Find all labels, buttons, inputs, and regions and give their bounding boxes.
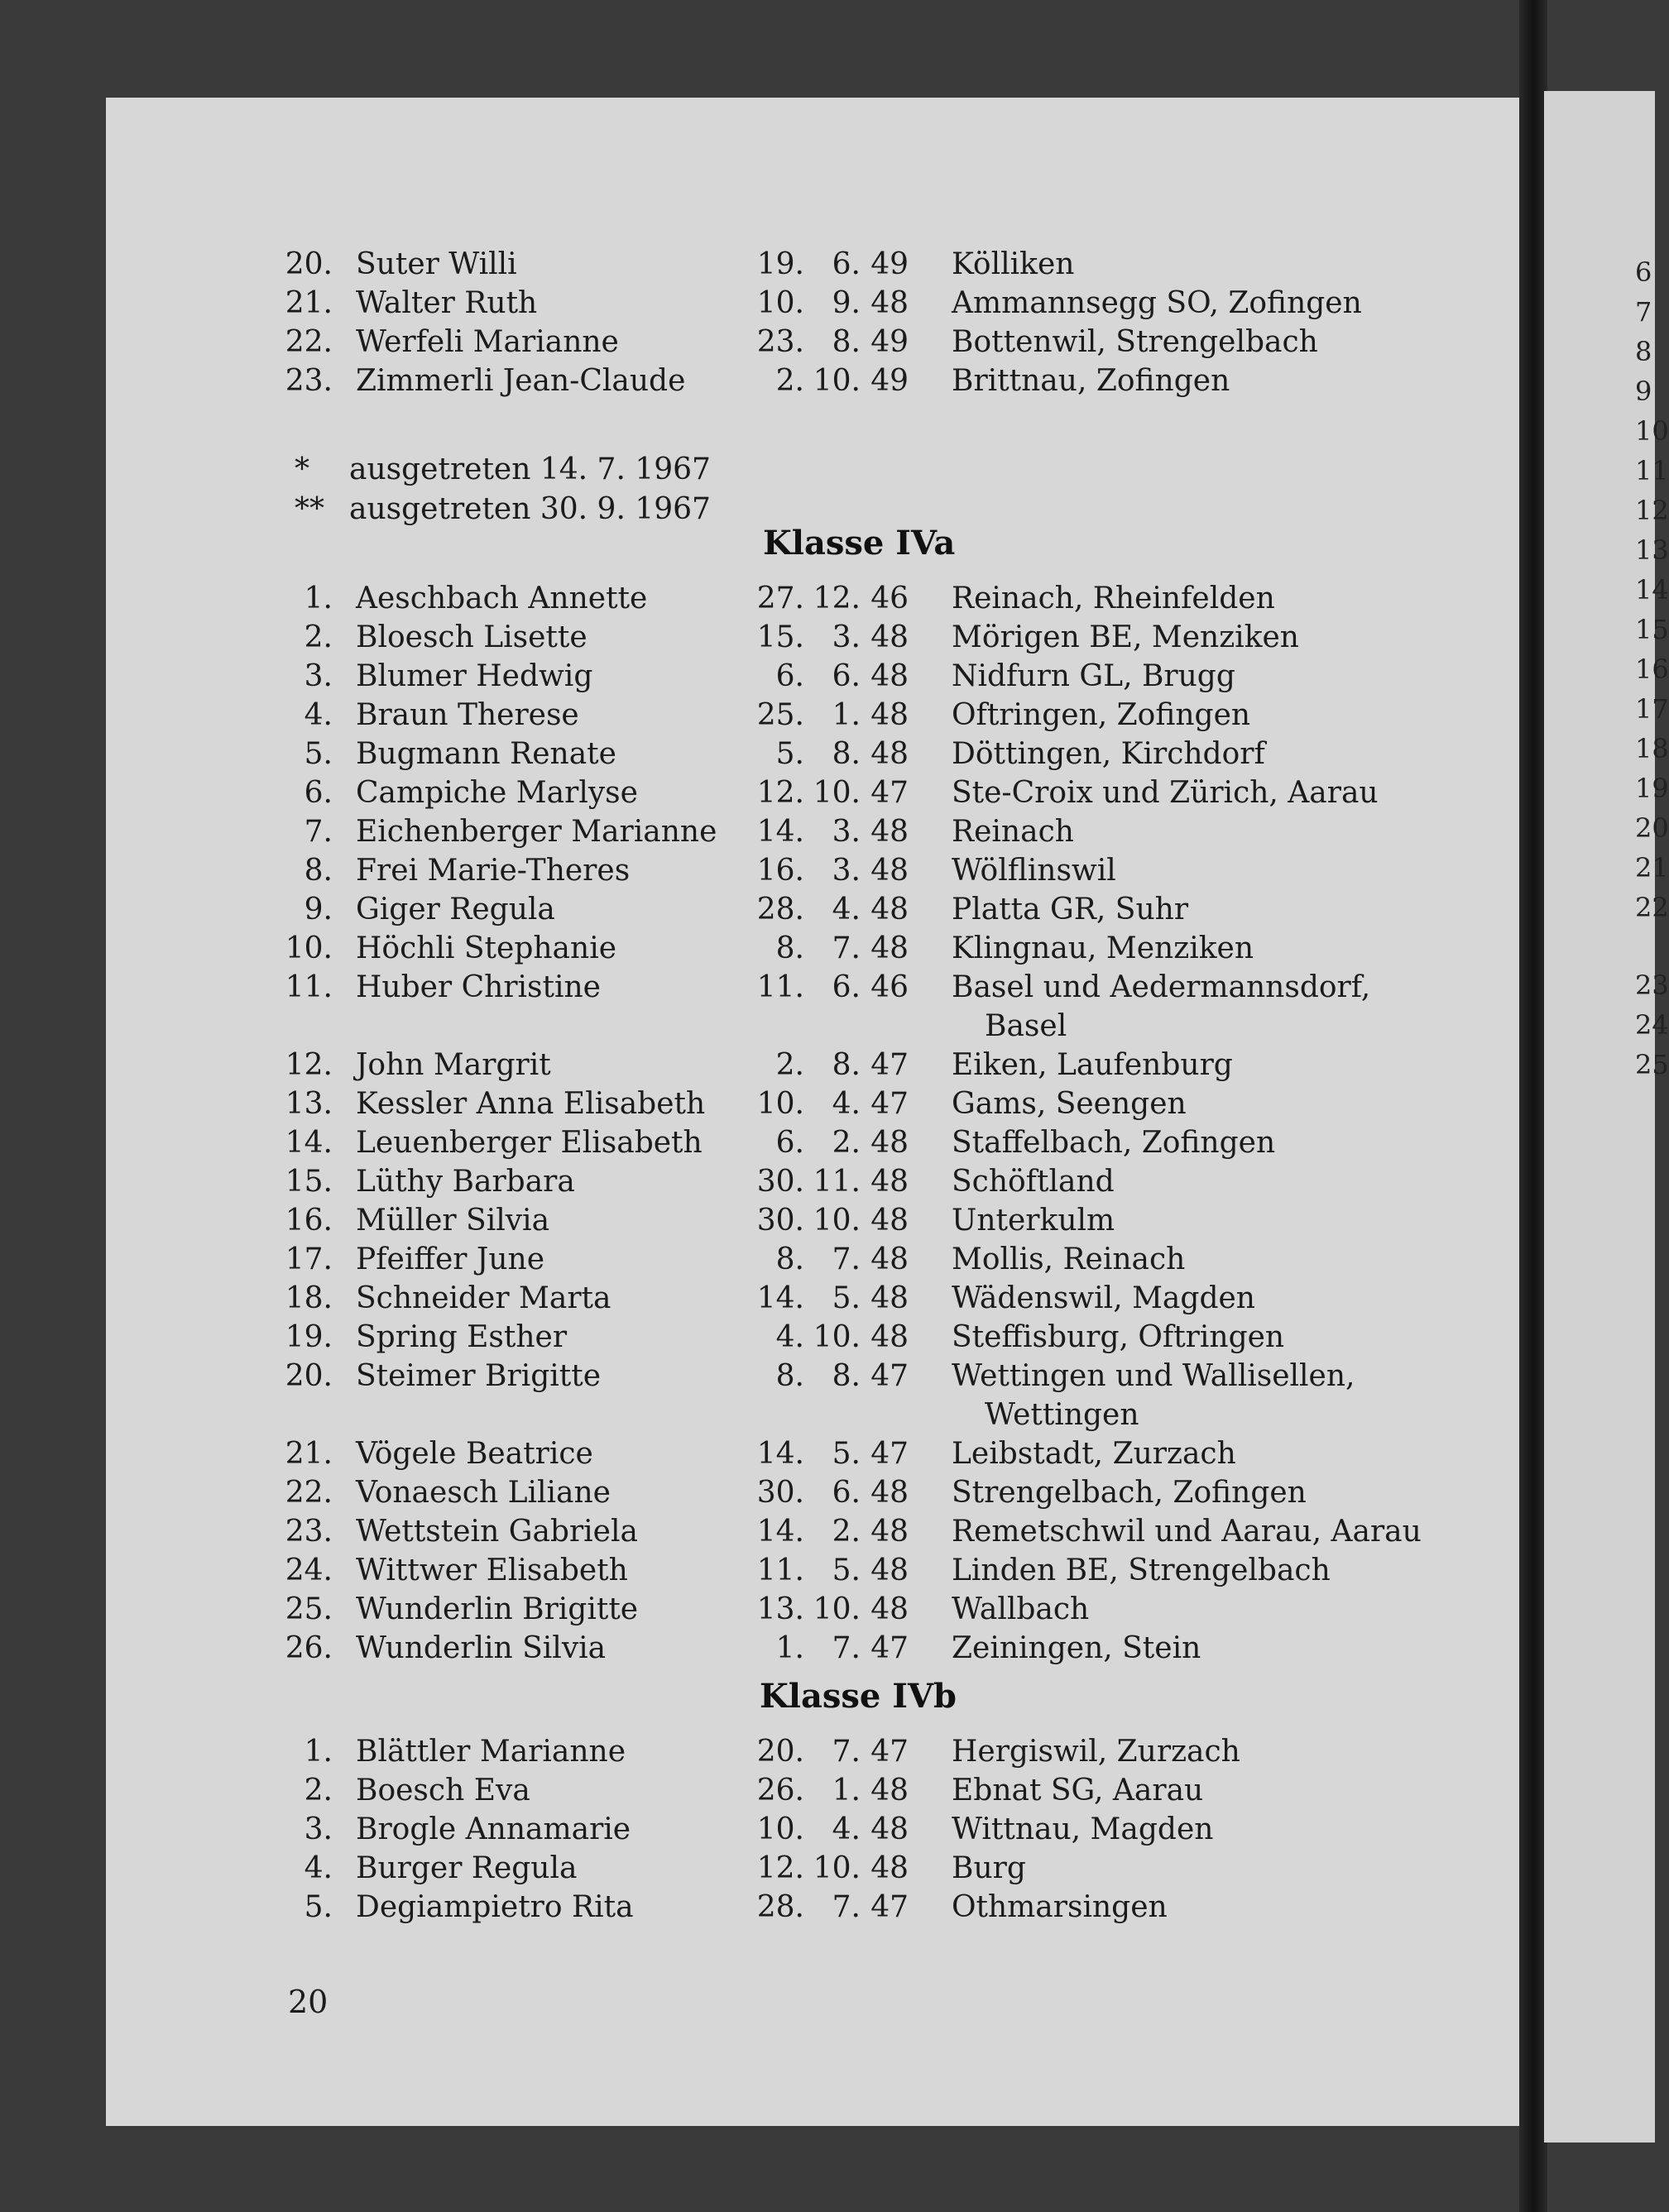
hometown-residence: Nidfurn GL, Brugg — [952, 659, 1235, 693]
student-name: John Margrit — [356, 1048, 551, 1082]
birth-year: 48 — [870, 1320, 909, 1354]
table-row — [0, 1279, 1655, 1319]
entry-number: 10. — [285, 931, 333, 965]
table-row — [0, 890, 1655, 930]
hometown-residence: Othmarsingen — [952, 1890, 1168, 1924]
birth-month: 1. — [832, 698, 861, 732]
birth-day: 2. — [775, 364, 804, 398]
birth-month: 8. — [832, 737, 861, 771]
entry-number: 26. — [285, 1631, 333, 1665]
table-row — [0, 1590, 1655, 1630]
hometown-residence: Strengelbach, Zofingen — [952, 1476, 1307, 1510]
entry-number: 3. — [304, 1812, 333, 1846]
entry-number: 13. — [285, 1087, 333, 1121]
entry-number: 5. — [304, 1890, 333, 1924]
table-row — [0, 1771, 1655, 1811]
hometown-residence: Burg — [952, 1851, 1026, 1885]
footnote-1 — [295, 450, 309, 490]
next-page-number: 19 — [1635, 773, 1669, 804]
table-row — [0, 1810, 1655, 1850]
birth-year: 48 — [870, 620, 909, 654]
table-row — [0, 1551, 1655, 1591]
hometown-residence: Wettingen und Wallisellen, — [952, 1359, 1355, 1393]
student-name: Bloesch Lisette — [356, 620, 588, 654]
birth-year: 47 — [870, 776, 909, 810]
birth-month: 7. — [832, 931, 861, 965]
birth-month: 6. — [832, 247, 861, 281]
birth-year: 47 — [870, 1087, 909, 1121]
birth-year: 48 — [870, 286, 909, 320]
birth-day: 12. — [756, 1851, 804, 1885]
birth-month: 2. — [832, 1126, 861, 1160]
birth-year: 46 — [870, 970, 909, 1004]
birth-year: 48 — [870, 1165, 909, 1199]
birth-day: 8. — [775, 1242, 804, 1276]
entry-number: 22. — [285, 1476, 333, 1510]
table-row — [0, 812, 1655, 852]
student-name: Müller Silvia — [356, 1204, 550, 1238]
table-row — [0, 1434, 1655, 1474]
hometown-residence: Platta GR, Suhr — [952, 893, 1189, 926]
table-row — [0, 929, 1655, 969]
birth-day: 8. — [775, 1359, 804, 1393]
student-name: Höchli Stephanie — [356, 931, 617, 965]
entry-number: 12. — [285, 1048, 333, 1082]
entry-number: 24. — [285, 1554, 333, 1587]
birth-month: 8. — [832, 1048, 861, 1082]
student-name: Bugmann Renate — [356, 737, 616, 771]
hometown-residence: Mollis, Reinach — [952, 1242, 1186, 1276]
entry-number: 23. — [285, 1515, 333, 1549]
table-row — [0, 1046, 1655, 1085]
table-row — [0, 245, 1655, 285]
entry-number: 4. — [304, 698, 333, 732]
birth-day: 5. — [775, 737, 804, 771]
birth-month: 6. — [832, 659, 861, 693]
footnote-mark: * — [295, 452, 309, 486]
entry-number: 20. — [285, 247, 333, 281]
birth-day: 27. — [756, 582, 804, 615]
birth-year: 48 — [870, 698, 909, 732]
table-row — [0, 1849, 1655, 1889]
birth-year: 48 — [870, 1204, 909, 1238]
student-name: Blättler Marianne — [356, 1735, 626, 1769]
birth-day: 20. — [756, 1735, 804, 1769]
entry-number: 21. — [285, 286, 333, 320]
table-row-continuation — [0, 1007, 1655, 1046]
birth-day: 10. — [756, 286, 804, 320]
entry-number: 16. — [285, 1204, 333, 1238]
entry-number: 8. — [304, 854, 333, 888]
birth-month: 7. — [832, 1890, 861, 1924]
next-page-number: 15 — [1635, 614, 1669, 645]
birth-month: 10. — [813, 1320, 861, 1354]
student-name: Degiampietro Rita — [356, 1890, 634, 1924]
next-page-number: 25 — [1635, 1049, 1669, 1080]
table-row — [0, 1123, 1655, 1163]
entry-number: 9. — [304, 893, 333, 926]
birth-year: 49 — [870, 364, 909, 398]
entry-number: 2. — [304, 620, 333, 654]
next-page-number: 24 — [1635, 1009, 1669, 1041]
table-row — [0, 284, 1655, 323]
student-name: Pfeiffer June — [356, 1242, 545, 1276]
table-row — [0, 1732, 1655, 1772]
entry-number: 2. — [304, 1774, 333, 1807]
birth-day: 15. — [756, 620, 804, 654]
table-row-continuation — [0, 1396, 1655, 1435]
birth-day: 10. — [756, 1812, 804, 1846]
birth-month: 10. — [813, 776, 861, 810]
footnote-1-text: ausgetreten 14. 7. 1967 — [349, 452, 711, 486]
table-row — [0, 323, 1655, 362]
birth-day: 12. — [756, 776, 804, 810]
next-page-number: 21 — [1635, 852, 1669, 883]
next-page-number: 11 — [1635, 455, 1669, 486]
birth-year: 48 — [870, 659, 909, 693]
birth-day: 10. — [756, 1087, 804, 1121]
table-row — [0, 1512, 1655, 1552]
entry-number: 22. — [285, 325, 333, 359]
entry-number: 4. — [304, 1851, 333, 1885]
hometown-residence: Leibstadt, Zurzach — [952, 1437, 1236, 1471]
next-page-number: 12 — [1635, 495, 1669, 526]
page-number: 20 — [288, 1984, 329, 2020]
birth-year: 47 — [870, 1890, 909, 1924]
hometown-residence: Brittnau, Zofingen — [952, 364, 1230, 398]
birth-year: 47 — [870, 1048, 909, 1082]
birth-year: 48 — [870, 893, 909, 926]
birth-day: 28. — [756, 1890, 804, 1924]
student-name: Aeschbach Annette — [356, 582, 648, 615]
table-row — [0, 1357, 1655, 1396]
student-name: Werfeli Marianne — [356, 325, 619, 359]
student-name: Campiche Marlyse — [356, 776, 638, 810]
student-name: Zimmerli Jean-Claude — [356, 364, 686, 398]
birth-month: 2. — [832, 1515, 861, 1549]
student-name: Walter Ruth — [356, 286, 538, 320]
entry-number: 11. — [285, 970, 333, 1004]
birth-month: 3. — [832, 854, 861, 888]
birth-day: 30. — [756, 1476, 804, 1510]
hometown-residence: Bottenwil, Strengelbach — [952, 325, 1318, 359]
table-row — [0, 1162, 1655, 1202]
student-name: Vögele Beatrice — [356, 1437, 593, 1471]
table-row — [0, 618, 1655, 658]
birth-month: 6. — [832, 970, 861, 1004]
birth-day: 14. — [756, 1515, 804, 1549]
footnote-2-text: ausgetreten 30. 9. 1967 — [349, 492, 711, 526]
birth-year: 48 — [870, 1592, 909, 1626]
table-row — [0, 1888, 1655, 1927]
birth-year: 48 — [870, 1554, 909, 1587]
birth-year: 48 — [870, 815, 909, 849]
table-row — [0, 773, 1655, 813]
hometown-residence: Klingnau, Menziken — [952, 931, 1254, 965]
hometown-residence: Ammannsegg SO, Zofingen — [952, 286, 1362, 320]
birth-year: 47 — [870, 1437, 909, 1471]
student-name: Frei Marie-Theres — [356, 854, 631, 888]
entry-number: 21. — [285, 1437, 333, 1471]
birth-month: 1. — [832, 1774, 861, 1807]
next-page-number: 17 — [1635, 693, 1669, 725]
birth-month: 10. — [813, 1204, 861, 1238]
birth-month: 3. — [832, 815, 861, 849]
student-name: Lüthy Barbara — [356, 1165, 575, 1199]
birth-month: 10. — [813, 1851, 861, 1885]
next-page-number: 20 — [1635, 812, 1669, 844]
entry-number: 18. — [285, 1281, 333, 1315]
hometown-residence: Reinach — [952, 815, 1074, 849]
footnote-2 — [295, 490, 324, 529]
next-page-number: 6 — [1635, 256, 1652, 288]
table-row — [0, 1473, 1655, 1513]
birth-year: 48 — [870, 1281, 909, 1315]
birth-year: 48 — [870, 1476, 909, 1510]
entry-number: 6. — [304, 776, 333, 810]
birth-year: 47 — [870, 1631, 909, 1665]
birth-month: 4. — [832, 893, 861, 926]
student-name: Kessler Anna Elisabeth — [356, 1087, 706, 1121]
birth-day: 13. — [756, 1592, 804, 1626]
student-name: Burger Regula — [356, 1851, 578, 1885]
birth-year: 49 — [870, 325, 909, 359]
student-name: Schneider Marta — [356, 1281, 611, 1315]
hometown-residence: Eiken, Laufenburg — [952, 1048, 1233, 1082]
birth-month: 10. — [813, 1592, 861, 1626]
student-name: Vonaesch Liliane — [356, 1476, 611, 1510]
table-row — [0, 1084, 1655, 1124]
birth-month: 8. — [832, 325, 861, 359]
birth-year: 48 — [870, 854, 909, 888]
student-name: Leuenberger Elisabeth — [356, 1126, 703, 1160]
birth-month: 5. — [832, 1437, 861, 1471]
birth-month: 12. — [813, 582, 861, 615]
student-name: Suter Willi — [356, 247, 517, 281]
next-page-number: 16 — [1635, 654, 1669, 685]
hometown-residence-continued: Basel — [985, 1009, 1067, 1043]
hometown-residence: Gams, Seengen — [952, 1087, 1187, 1121]
birth-day: 25. — [756, 698, 804, 732]
birth-month: 9. — [832, 286, 861, 320]
birth-day: 11. — [756, 1554, 804, 1587]
birth-day: 8. — [775, 931, 804, 965]
entry-number: 23. — [285, 364, 333, 398]
hometown-residence: Oftringen, Zofingen — [952, 698, 1251, 732]
next-page-number: 18 — [1635, 733, 1669, 764]
hometown-residence: Hergiswil, Zurzach — [952, 1735, 1240, 1769]
entry-number: 3. — [304, 659, 333, 693]
table-row — [0, 1201, 1655, 1241]
table-row — [0, 657, 1655, 697]
heading-klasse-iva: Klasse IVa — [763, 524, 956, 563]
birth-day: 30. — [756, 1204, 804, 1238]
next-page-number: 22 — [1635, 892, 1669, 923]
hometown-residence: Wölflinswil — [952, 854, 1116, 888]
table-row — [0, 361, 1655, 401]
hometown-residence: Linden BE, Strengelbach — [952, 1554, 1331, 1587]
table-row — [0, 1629, 1655, 1669]
birth-day: 14. — [756, 815, 804, 849]
next-page-number: 13 — [1635, 534, 1669, 566]
birth-month: 4. — [832, 1087, 861, 1121]
birth-month: 7. — [832, 1735, 861, 1769]
birth-day: 30. — [756, 1165, 804, 1199]
birth-day: 1. — [775, 1631, 804, 1665]
birth-day: 28. — [756, 893, 804, 926]
birth-month: 6. — [832, 1476, 861, 1510]
next-page-number: 7 — [1635, 296, 1652, 328]
birth-year: 48 — [870, 1242, 909, 1276]
birth-year: 47 — [870, 1735, 909, 1769]
hometown-residence: Wallbach — [952, 1592, 1090, 1626]
hometown-residence: Basel und Aedermannsdorf, — [952, 970, 1371, 1004]
hometown-residence: Zeiningen, Stein — [952, 1631, 1201, 1665]
birth-year: 46 — [870, 582, 909, 615]
hometown-residence: Wittnau, Magden — [952, 1812, 1214, 1846]
student-name: Brogle Annamarie — [356, 1812, 631, 1846]
student-name: Wittwer Elisabeth — [356, 1554, 628, 1587]
hometown-residence-continued: Wettingen — [985, 1398, 1139, 1432]
hometown-residence: Schöftland — [952, 1165, 1115, 1199]
student-name: Steimer Brigitte — [356, 1359, 602, 1393]
hometown-residence: Ste-Croix und Zürich, Aarau — [952, 776, 1379, 810]
student-name: Wettstein Gabriela — [356, 1515, 638, 1549]
table-row — [0, 579, 1655, 619]
next-page-number: 9 — [1635, 376, 1652, 407]
hometown-residence: Steffisburg, Oftringen — [952, 1320, 1285, 1354]
birth-year: 49 — [870, 247, 909, 281]
entry-number: 1. — [304, 1735, 333, 1769]
birth-month: 5. — [832, 1281, 861, 1315]
table-row — [0, 1318, 1655, 1357]
hometown-residence: Unterkulm — [952, 1204, 1115, 1238]
entry-number: 20. — [285, 1359, 333, 1393]
next-page-number: 8 — [1635, 336, 1652, 367]
birth-year: 48 — [870, 737, 909, 771]
table-row — [0, 968, 1655, 1008]
birth-day: 2. — [775, 1048, 804, 1082]
birth-day: 19. — [756, 247, 804, 281]
birth-day: 6. — [775, 1126, 804, 1160]
birth-day: 14. — [756, 1437, 804, 1471]
next-page-number: 10 — [1635, 415, 1669, 447]
student-name: Boesch Eva — [356, 1774, 530, 1807]
heading-klasse-ivb: Klasse IVb — [760, 1677, 957, 1716]
birth-month: 3. — [832, 620, 861, 654]
birth-year: 48 — [870, 1774, 909, 1807]
birth-month: 4. — [832, 1812, 861, 1846]
birth-month: 11. — [813, 1165, 861, 1199]
birth-day: 11. — [756, 970, 804, 1004]
student-name: Wunderlin Brigitte — [356, 1592, 639, 1626]
entry-number: 17. — [285, 1242, 333, 1276]
student-name: Eichenberger Marianne — [356, 815, 717, 849]
entry-number: 15. — [285, 1165, 333, 1199]
birth-day: 16. — [756, 854, 804, 888]
student-name: Huber Christine — [356, 970, 601, 1004]
birth-year: 48 — [870, 1515, 909, 1549]
next-page-number: 23 — [1635, 970, 1669, 1001]
student-name: Spring Esther — [356, 1320, 568, 1354]
student-name: Giger Regula — [356, 893, 555, 926]
hometown-residence: Kölliken — [952, 247, 1075, 281]
birth-day: 6. — [775, 659, 804, 693]
birth-day: 26. — [756, 1774, 804, 1807]
student-name: Braun Therese — [356, 698, 579, 732]
birth-day: 14. — [756, 1281, 804, 1315]
hometown-residence: Remetschwil und Aarau, Aarau — [952, 1515, 1422, 1549]
hometown-residence: Wädenswil, Magden — [952, 1281, 1255, 1315]
birth-month: 10. — [813, 364, 861, 398]
birth-day: 4. — [775, 1320, 804, 1354]
table-row — [0, 696, 1655, 735]
entry-number: 5. — [304, 737, 333, 771]
table-row — [0, 1240, 1655, 1280]
hometown-residence: Ebnat SG, Aarau — [952, 1774, 1204, 1807]
entry-number: 14. — [285, 1126, 333, 1160]
birth-month: 7. — [832, 1631, 861, 1665]
entry-number: 19. — [285, 1320, 333, 1354]
table-row — [0, 851, 1655, 891]
birth-month: 7. — [832, 1242, 861, 1276]
birth-year: 47 — [870, 1359, 909, 1393]
next-page-number: 14 — [1635, 574, 1669, 606]
entry-number: 1. — [304, 582, 333, 615]
table-row — [0, 735, 1655, 774]
birth-day: 23. — [756, 325, 804, 359]
hometown-residence: Reinach, Rheinfelden — [952, 582, 1275, 615]
birth-year: 48 — [870, 1812, 909, 1846]
footnote-mark: ** — [295, 492, 324, 526]
entry-number: 25. — [285, 1592, 333, 1626]
birth-year: 48 — [870, 1851, 909, 1885]
hometown-residence: Döttingen, Kirchdorf — [952, 737, 1265, 771]
entry-number: 7. — [304, 815, 333, 849]
hometown-residence: Mörigen BE, Menziken — [952, 620, 1299, 654]
birth-month: 5. — [832, 1554, 861, 1587]
birth-year: 48 — [870, 1126, 909, 1160]
student-name: Wunderlin Silvia — [356, 1631, 607, 1665]
birth-year: 48 — [870, 931, 909, 965]
hometown-residence: Staffelbach, Zofingen — [952, 1126, 1276, 1160]
birth-month: 8. — [832, 1359, 861, 1393]
student-name: Blumer Hedwig — [356, 659, 593, 693]
